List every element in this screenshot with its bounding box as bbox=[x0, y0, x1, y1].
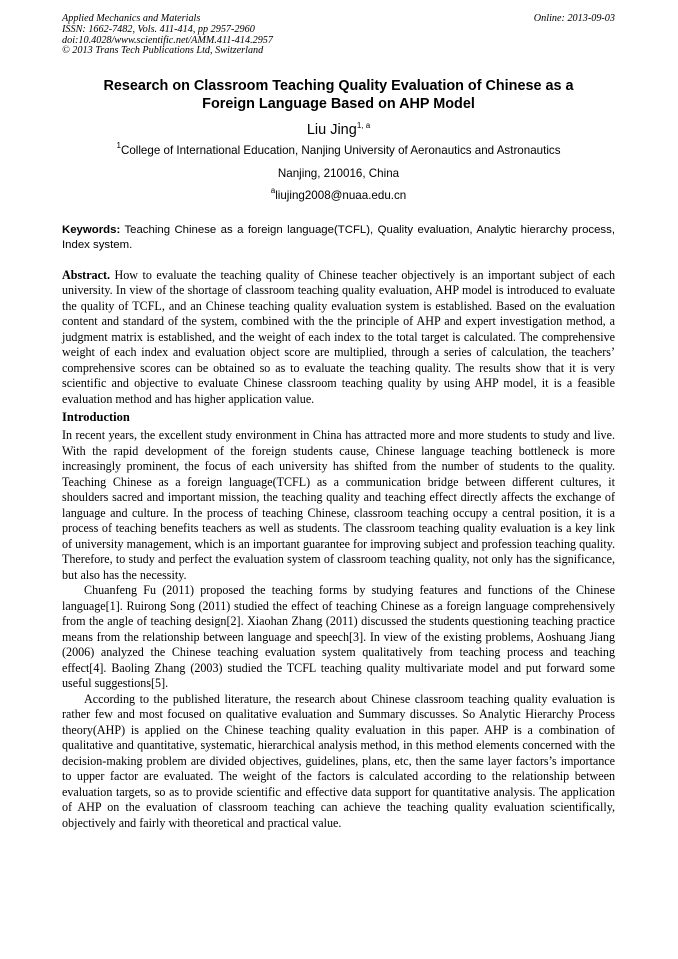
journal-header bbox=[62, 14, 615, 57]
author-superscript: 1, a bbox=[356, 121, 371, 131]
keywords-paragraph bbox=[62, 223, 615, 254]
abstract-text: How to evaluate the teaching quality of Chinese teacher objectively is an important subject of each university. In view of the shortage of classroom teaching quality evaluation, AHP model is introduced to evaluate the quality of TCFL, and an Chinese teaching quality evaluation system is established. Based on the evaluation content and standard of the system, combined with the the principle of AHP and expert investigation method, a judgment matrix is established, and the weight of each index to the total target is calculated. The comprehensive weight of each index and evaluation object score are multiplied, through a series of calculation, the teachers’ comprehensive scores can be obtained so as to evaluate the teaching quality. The results show that it is very scientific and objective to evaluate Chinese classroom teaching quality by using AHP model, it is a feasible evaluation method and has higher application value. bbox=[62, 267, 615, 406]
affiliation-line-2: Nanjing, 210016, China bbox=[277, 166, 400, 180]
email-line bbox=[62, 185, 615, 208]
keywords-text: Teaching Chinese as a foreign language(TCFL), Quality evaluation, Analytic hierarchy process, Index system. bbox=[62, 223, 615, 252]
keywords-label: Keywords: bbox=[62, 223, 121, 236]
intro-paragraph-3: According to the published literature, the research about Chinese classroom teaching quality evaluation is rather few and most focused on qualitative evaluation and Summary discusses. So Analytic Hierarchy Process theory(AHP) is applied on the Chinese teaching quality evaluation in this paper. AHP is a combination of qualitative and quantitative, systematic, hierarchical analysis method, in this method elements concerned with the decision-making problem are divided objectives, guidelines, plans, etc, then the same layer factors’s importance to upper factor are evaluated. The weight of the factors is calculated according to the relationship between evaluation targets, so as to provide scientific and effective data support for quantitative analysis. The application of AHP on the evaluation of classroom teaching can achieve the teaching quality evaluation scientifically, objectively and fairly with theoretical and practical value. bbox=[62, 691, 615, 830]
issn-line: ISSN: 1662-7482, Vols. 411-414, pp 2957-2960 bbox=[62, 23, 255, 35]
introduction-heading: Introduction bbox=[62, 410, 130, 425]
author-line bbox=[62, 122, 615, 139]
paper-title bbox=[62, 77, 615, 113]
doi-line: doi:10.4028/www.scientific.net/AMM.411-414.2957 bbox=[62, 34, 273, 46]
abstract-paragraph bbox=[62, 268, 615, 408]
affiliation-superscript: 1 bbox=[116, 141, 121, 151]
intro-paragraph-1: In recent years, the excellent study environment in China has attracted more and more students to study and live. With the rapid development of the foreign students cause, Chinese language teaching bottleneck is more increasingly prominent, the focus of each university has shifted from the number of students to the quality. Teaching Chinese as a foreign language(TCFL) as a communication bridge between different cultures, it shoulders sacred and important mission, the teaching quality and teaching effect directly affects the exchange of language and culture. In the process of teaching Chinese, classroom teaching occupy a central position, it is a process of teaching benefits teachers as well as students. The classroom teaching quality evaluation is a key link of university management, which is an important guarantee for improving subject and profession teaching quality. Therefore, to study and perfect the evaluation system of classroom teaching quality, not only has the significance, but also has the necessity. bbox=[62, 428, 615, 582]
email-superscript: a bbox=[270, 186, 276, 196]
copyright-line: © 2013 Trans Tech Publications Ltd, Switzerland bbox=[62, 45, 264, 57]
intro-paragraph-2: Chuanfeng Fu (2011) proposed the teaching forms by studying features and functions of the Chinese language[1]. Ruirong Song (2011) studied the effect of teaching Chinese as a foreign language comprehensively from the angle of teaching design[2]. Xiaohan Zhang (2011) discussed the students questioning teaching practice means from the relationship between language and speech[3]. In view of the existing problems, Aoshuang Jiang (2006) analyzed the Chinese teaching evaluation system qualitatively from teaching process and teaching effect[4]. Baoling Zhang (2003) studied the TCFL teaching quality multivariate model and put forward some useful suggestions[5]. bbox=[62, 583, 615, 691]
title-line-1: Research on Classroom Teaching Quality Evaluation of Chinese as a bbox=[103, 78, 574, 95]
author-name: Liu Jing bbox=[306, 122, 357, 139]
online-date: Online: 2013-09-03 bbox=[533, 13, 615, 24]
title-line-2: Foreign Language Based on AHP Model bbox=[202, 96, 475, 113]
paper-page bbox=[62, 14, 615, 831]
affiliation-name: College of International Education, Nanjing University of Aeronautics and Astronautics bbox=[120, 144, 561, 158]
abstract-label: Abstract. bbox=[62, 267, 111, 282]
affiliation-line-1 bbox=[62, 140, 615, 163]
journal-name: Applied Mechanics and Materials bbox=[62, 13, 201, 24]
email-address: liujing2008@nuaa.edu.cn bbox=[275, 189, 407, 203]
affiliation-block bbox=[62, 140, 615, 208]
